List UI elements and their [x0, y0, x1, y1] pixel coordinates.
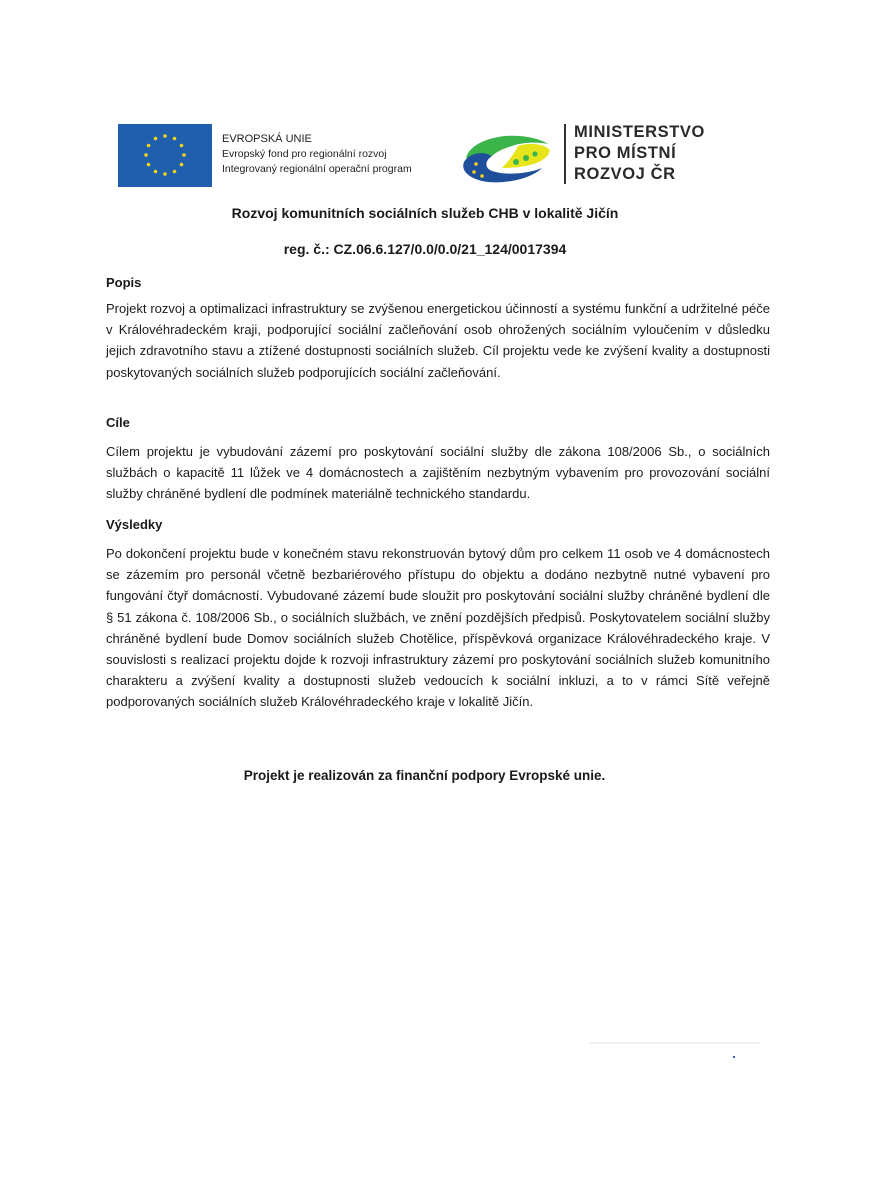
ministry-name	[574, 122, 705, 185]
document-title: Rozvoj komunitních sociálních služeb CHB v lokalitě Jičín	[231, 205, 619, 221]
section-heading-vysledky: Výsledky	[106, 517, 163, 532]
eu-program-text	[222, 132, 412, 177]
registration-number: reg. č.: CZ.06.6.127/0.0/0.0/21_124/0017394	[283, 241, 567, 257]
eu-program-label: Integrovaný regionální operační program	[222, 163, 412, 175]
scan-dot	[733, 1056, 735, 1058]
eu-fund-label: Evropský fond pro regionální rozvoj	[222, 148, 387, 160]
ministry-line-1: MINISTERSTVO	[574, 123, 705, 141]
section-text-cile: Cílem projektu je vybudování zázemí pro poskytování sociální služby dle zákona 108/2006 Sb., o sociálních službách o kapacitě 11 lůžek ve 4 domácnostech a zajištěním nezbytným vybavením pro provozování sociální služby chráněné bydlení dle podmínek materiálně technického standardu.	[106, 444, 770, 502]
eu-flag-icon	[118, 124, 212, 187]
scan-artifact	[590, 1042, 760, 1044]
section-heading-popis: Popis	[106, 275, 142, 290]
eu-funding-text: Projekt je realizován za finanční podpory Evropské unie.	[243, 768, 606, 783]
logo-header	[118, 122, 718, 188]
eu-union-label: EVROPSKÁ UNIE	[222, 133, 312, 145]
section-heading-cile: Cíle	[106, 415, 130, 430]
eu-funding-note	[0, 768, 873, 783]
ministry-line-3: ROZVOJ ČR	[574, 165, 676, 183]
ministry-emblem-icon	[458, 128, 554, 184]
logo-divider	[564, 124, 566, 184]
section-text-popis: Projekt rozvoj a optimalizaci infrastruktury se zvýšenou energetickou účinností a systému funkční a udržitelné péče v Královéhradeckém kraji, podporující sociální začleňování osob ohrožených sociálním vyloučením v důsledku jejich zdravotního stavu a ztížené dostupnosti sociálních služeb. Cíl projektu vede ke zvýšení kvality a dostupnosti poskytovaných sociálních služeb podporujících sociální začleňování.	[106, 301, 770, 380]
ministry-line-2: PRO MÍSTNÍ	[574, 144, 677, 162]
section-text-vysledky: Po dokončení projektu bude v konečném stavu rekonstruován bytový dům pro celkem 11 osob ve 4 domácnostech se zázemím pro personál včetně bezbariérového přístupu do objektu a dodáno nezbytně nutné vybavení pro fungování čtyř domácností. Vybudované zázemí bude sloužit pro poskytování sociální služby chráněné bydlení dle § 51 zákona č. 108/2006 Sb., o sociálních službách, ve znění pozdějších předpisů. Poskytovatelem sociální služby chráněné bydlení bude Domov sociálních služeb Chotělice, příspěvková organizace Královéhradeckého kraje. V souvislosti s realizací projektu dojde k rozvoji infrastruktury zázemí pro poskytování sociálních služeb komunitního charakteru a zvýšení kvality a dostupnosti služeb vedoucích k sociální inkluzi, a to v rámci Sítě veřejně podporovaných sociálních služeb Královéhradeckého kraje v lokalitě Jičín.	[106, 546, 770, 710]
